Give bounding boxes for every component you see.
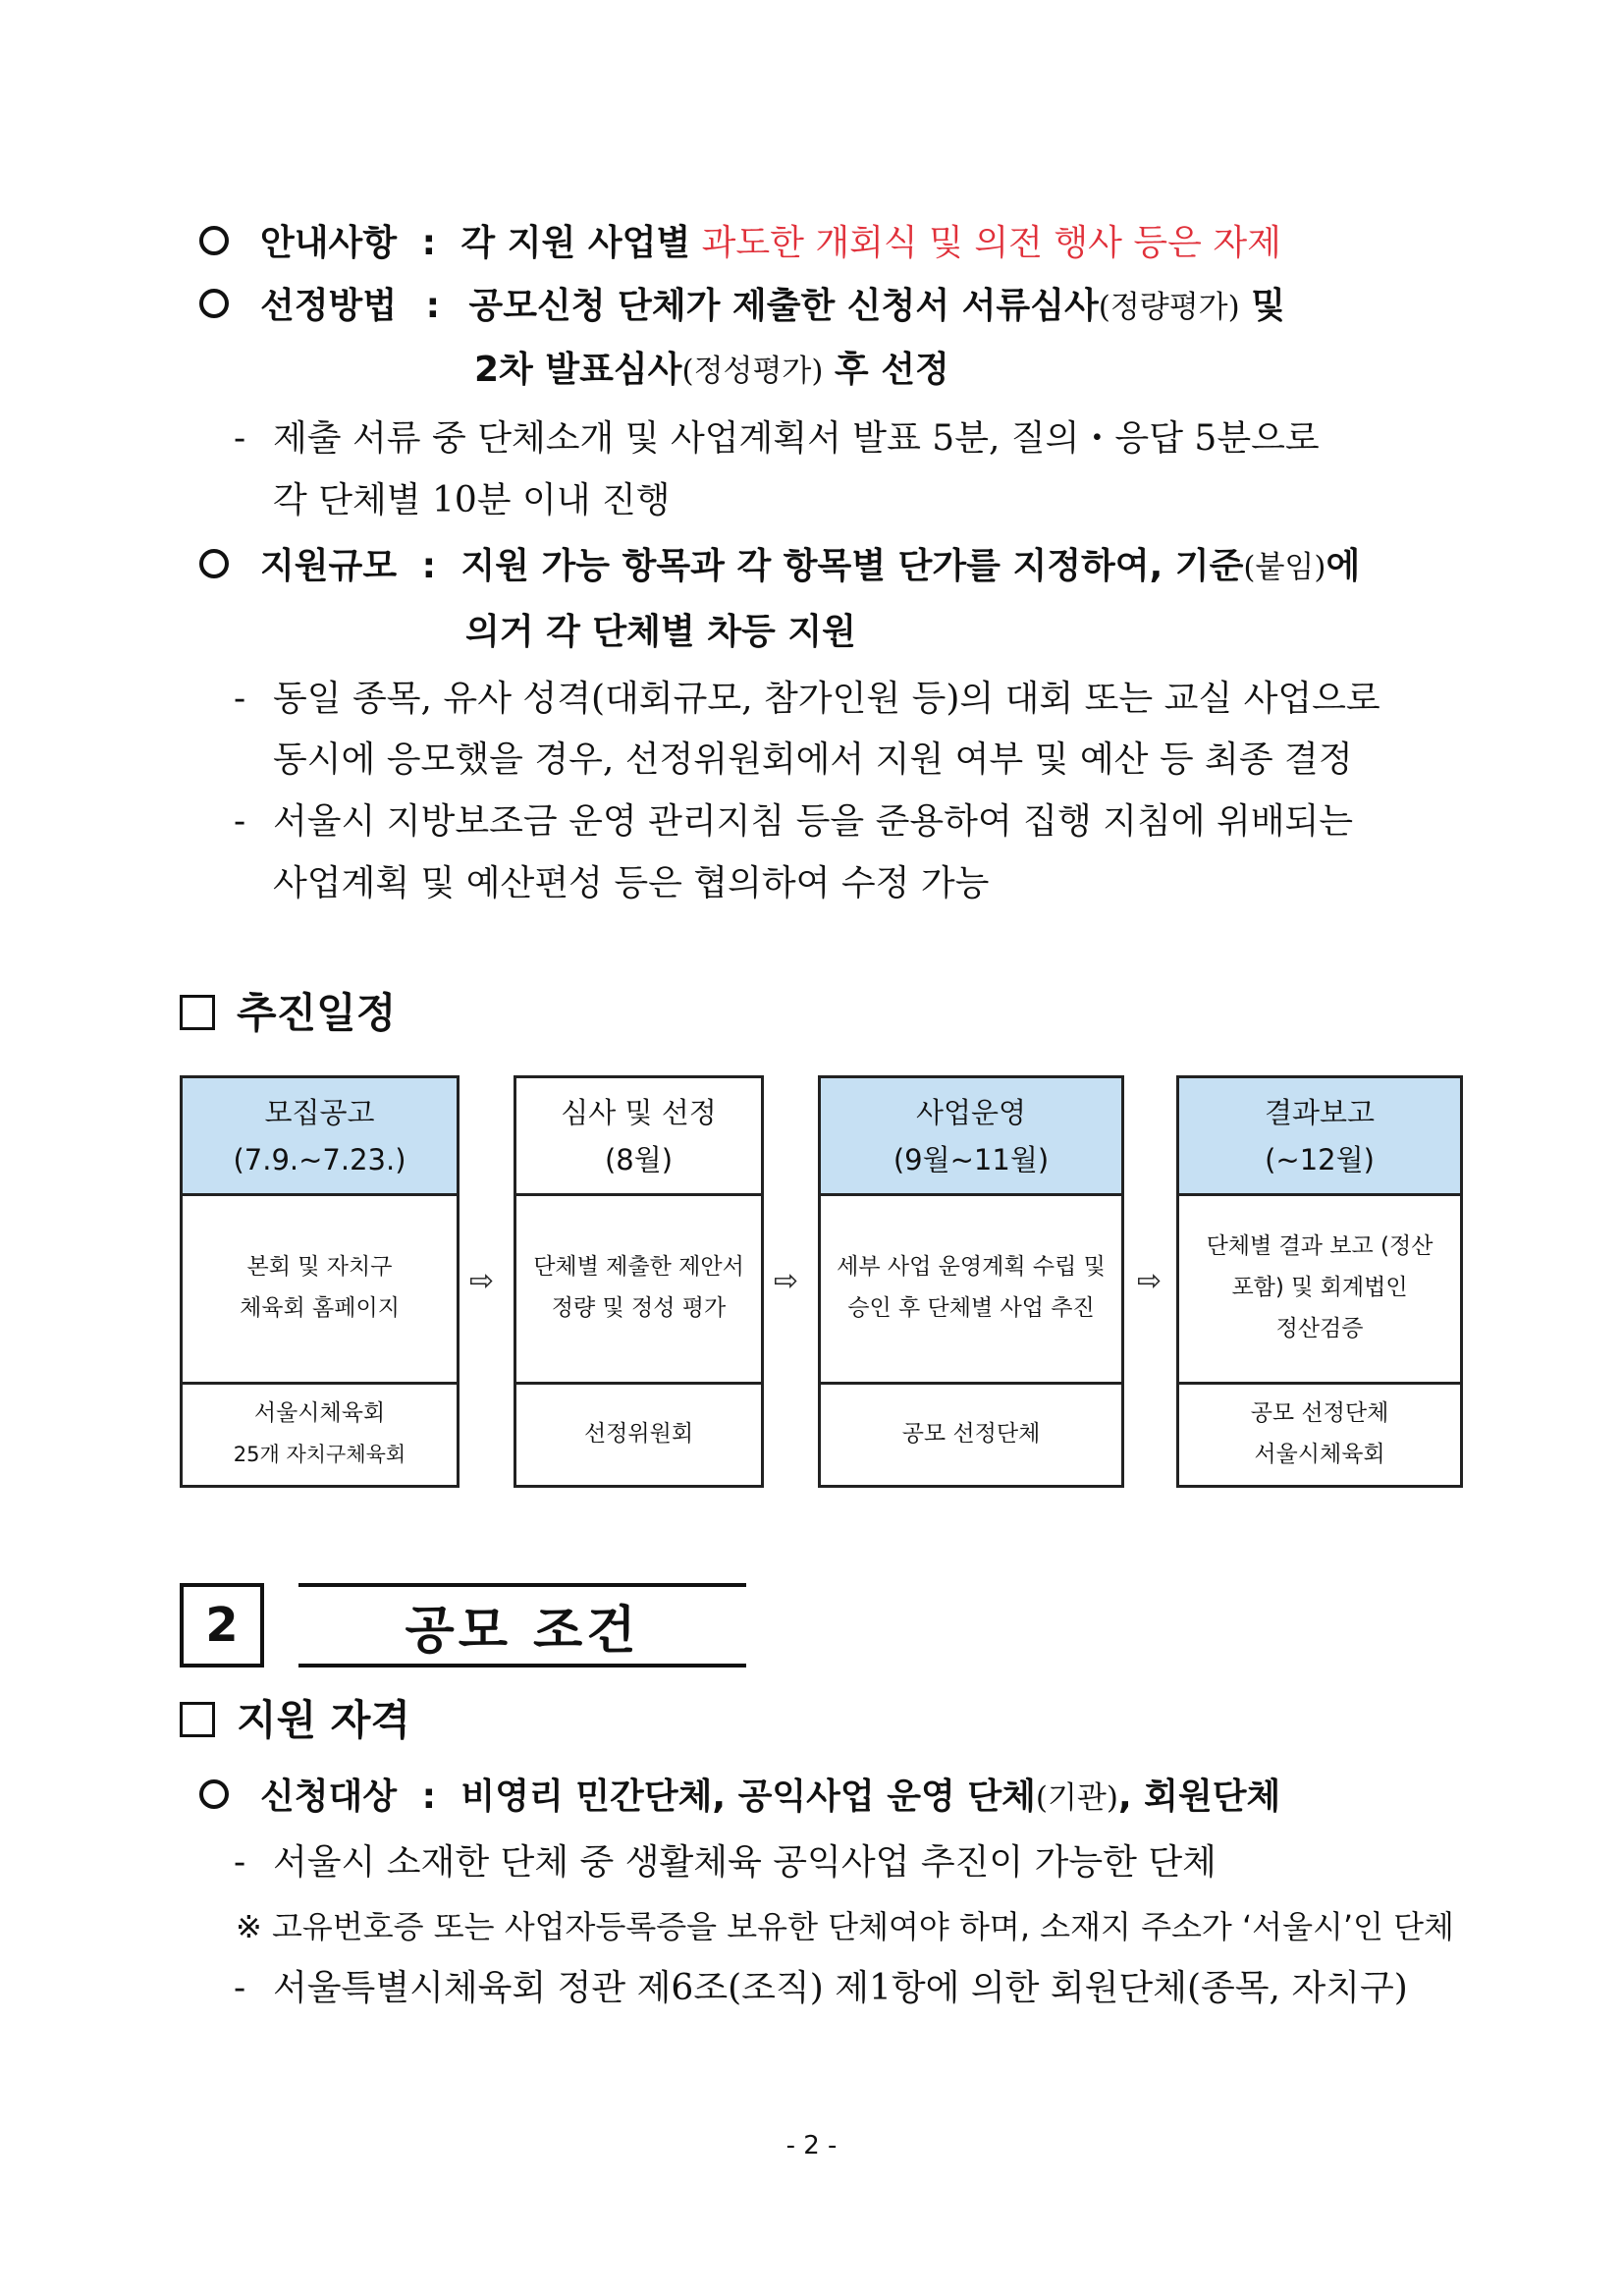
schedule-step-1 [180,1075,460,1488]
scale-line-2 [465,611,856,654]
step-organizer [821,1382,1121,1485]
target-text-a: 비영리 민간단체, 공익사업 운영 단체 [460,1777,1036,1817]
step-org-line: 공모 선정단체 [901,1420,1041,1447]
selection-line-2 [474,349,949,393]
scale-line-1 [199,545,1360,589]
target-sub-1-text: 서울시 소재한 단체 중 생활체육 공익사업 추진이 가능한 단체 [273,1842,1217,1883]
square-bullet-icon [180,1702,215,1737]
step-desc-line: 본회 및 자치구 [246,1254,393,1280]
notice-highlight: 과도한 개회식 및 의전 행사 등은 자제 [701,223,1281,263]
step-header [183,1078,457,1196]
step-desc-line: 정량 및 정성 평가 [551,1295,727,1321]
step-period: (7.9.~7.23.) [233,1142,406,1176]
target-sub-2-text: 서울특별시체육회 정관 제6조(조직) 제1항에 의한 회원단체(종목, 자치구) [273,1968,1408,2008]
schedule-step-4 [1176,1075,1463,1488]
scale-sub-2b-text: 사업계획 및 예산편성 등은 협의하여 수정 가능 [273,863,990,903]
step-org-line: 서울시체육회 [1254,1441,1385,1467]
target-sub-1 [234,1841,1217,1885]
scale-sub-1b [273,738,1353,782]
step-description [183,1193,457,1385]
scale-colon: : [421,546,436,586]
selection-text-1a: 공모신청 단체가 제출한 신청서 서류심사 [468,286,1099,326]
step-desc-line: 정산검증 [1275,1316,1364,1341]
step-org-line: 서울시체육회 [253,1399,386,1426]
page-number: - 2 - [785,2131,838,2160]
step-period: (~12월) [1265,1142,1375,1176]
step-period: (8월) [604,1142,674,1176]
scale-sub-1b-text: 동시에 응모했을 경우, 선정위원회에서 지원 여부 및 예산 등 최종 결정 [273,739,1353,780]
target-label: 신청대상 [260,1777,398,1817]
dash-bullet: - [234,801,246,842]
step-org-line: 선정위원회 [583,1420,694,1447]
selection-colon: : [425,286,440,326]
circle-bullet-icon [199,1779,229,1809]
notice-line [199,222,1281,265]
scale-text-1b: 에 [1325,546,1361,586]
eligibility-heading-text: 지원 자격 [237,1696,410,1744]
step-title: 모집공고 [264,1095,375,1129]
section-number: 2 [180,1583,264,1667]
reference-note: ※ 고유번호증 또는 사업자등록증을 보유한 단체여야 하며, 소재지 주소가 ‘서울시’인 단체 [236,1908,1454,1945]
scale-sub-2a-text: 서울시 지방보조금 운영 관리지침 등을 준용하여 집행 지침에 위배되는 [273,801,1354,842]
step-header [516,1078,761,1196]
step-desc-line: 단체별 제출한 제안서 [533,1254,744,1280]
dash-bullet: - [234,418,246,459]
circle-bullet-icon [199,549,229,578]
dash-bullet: - [234,1968,246,2008]
step-organizer [183,1382,457,1485]
step-description [516,1193,761,1385]
selection-label: 선정방법 [260,286,398,326]
step-title: 결과보고 [1264,1095,1376,1129]
target-note: (기관) [1035,1780,1118,1816]
step-org-line: 25개 자치구체육회 [233,1442,406,1466]
selection-sub-1-text: 제출 서류 중 단체소개 및 사업계획서 발표 5분, 질의・응답 5분으로 [273,418,1320,459]
step-desc-line: 포함) 및 회계법인 [1231,1275,1408,1300]
step-description [821,1193,1121,1385]
step-organizer [1179,1382,1460,1485]
schedule-heading [180,989,397,1037]
circle-bullet-icon [199,226,229,255]
schedule-step-2 [514,1075,764,1488]
dash-bullet: - [234,679,246,719]
arrow-right-icon: ⇨ [774,1264,799,1298]
selection-text-2b: 후 선정 [834,350,949,390]
scale-text-1a: 지원 가능 항목과 각 항목별 단가를 지정하여, 기준 [460,546,1244,586]
step-title: 심사 및 선정 [561,1095,717,1129]
scale-text-2: 의거 각 단체별 차등 지원 [465,612,856,652]
schedule-step-3 [818,1075,1124,1488]
scale-sub-1a-text: 동일 종목, 유사 성격(대회규모, 참가인원 등)의 대회 또는 교실 사업으로 [273,679,1380,719]
schedule-heading-text: 추진일정 [237,989,397,1037]
step-period: (9월~11월) [893,1142,1050,1176]
target-colon: : [421,1777,436,1817]
step-org-line: 공모 선정단체 [1250,1399,1389,1426]
arrow-right-icon: ⇨ [1137,1264,1163,1298]
scale-sub-2b [273,862,989,905]
eligibility-heading [180,1696,410,1744]
selection-sub-2 [273,479,671,522]
section-title: 공모 조건 [298,1583,746,1667]
step-desc-line: 체육회 홈페이지 [240,1295,400,1321]
selection-line-1 [199,285,1285,329]
scale-sub-1a [234,678,1380,721]
step-header [821,1078,1121,1196]
step-desc-line: 승인 후 단체별 사업 추진 [847,1295,1095,1321]
target-note-line [236,1905,1454,1948]
selection-sub-2-text: 각 단체별 10분 이내 진행 [273,480,671,520]
step-desc-line: 세부 사업 운영계획 수립 및 [837,1254,1106,1280]
scale-sub-2a [234,800,1353,844]
target-line [199,1776,1280,1820]
dash-bullet: - [234,1842,246,1883]
arrow-right-icon: ⇨ [469,1264,495,1298]
step-description [1179,1193,1460,1385]
selection-note-2: (정성평가) [681,354,824,389]
step-organizer [516,1382,761,1485]
selection-text-2a: 2차 발표심사 [474,350,682,390]
step-desc-line: 단체별 결과 보고 (정산 [1206,1233,1434,1259]
scale-note: (붙임) [1243,550,1326,585]
step-header [1179,1078,1460,1196]
circle-bullet-icon [199,289,229,318]
scale-label: 지원규모 [260,546,398,586]
square-bullet-icon [180,995,215,1030]
target-text-b: , 회원단체 [1117,1777,1281,1817]
step-title: 사업운영 [915,1095,1027,1129]
notice-colon: : [421,223,436,263]
selection-sub-1 [234,417,1320,461]
selection-text-1b: 및 [1251,286,1285,326]
target-sub-2 [234,1967,1408,2010]
notice-label: 안내사항 [260,223,398,263]
selection-note-1: (정량평가) [1098,290,1240,325]
notice-text: 각 지원 사업별 [460,223,691,263]
